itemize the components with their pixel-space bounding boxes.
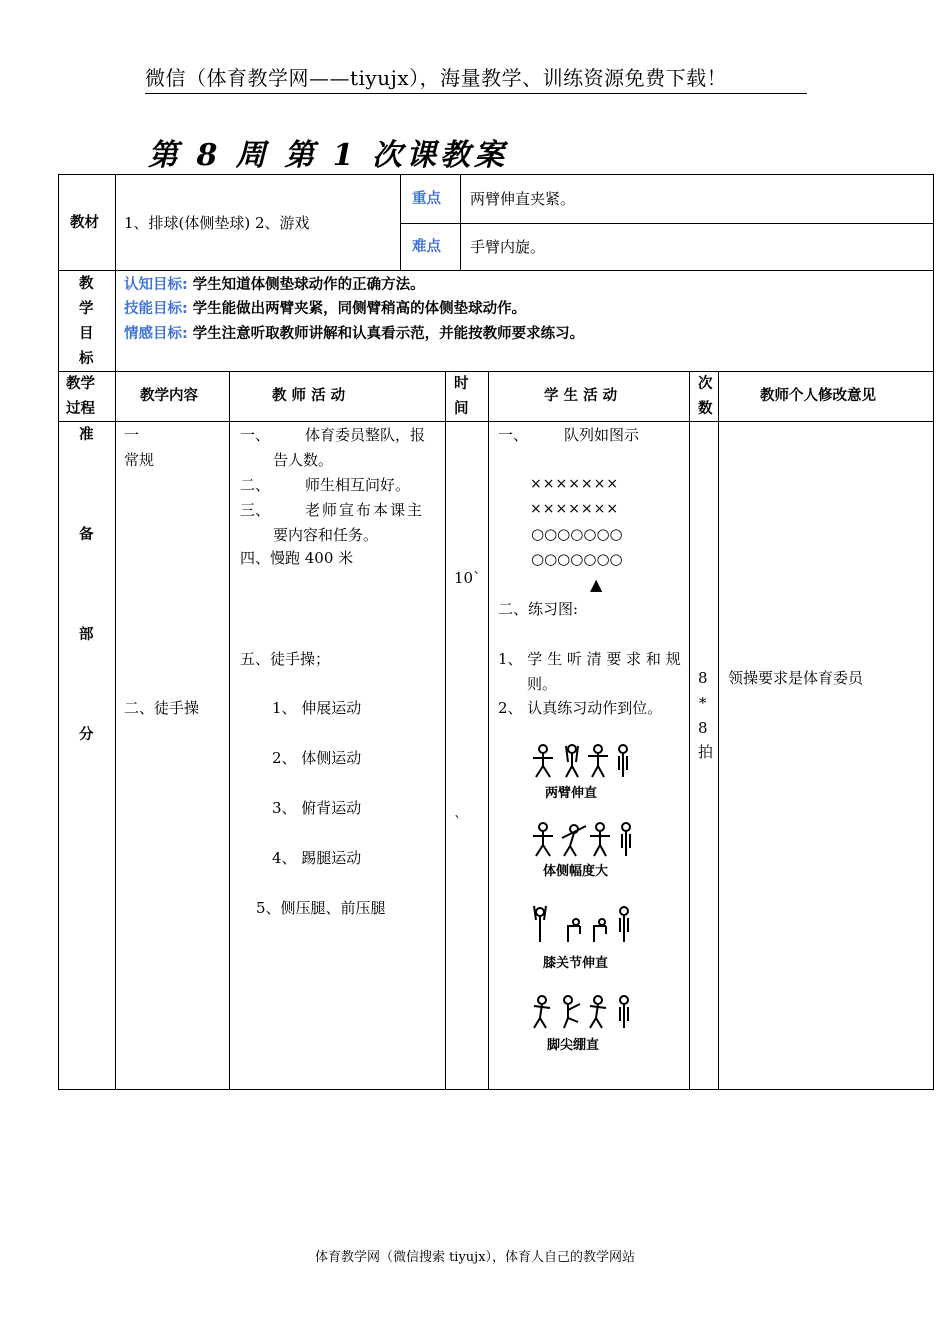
header-student: 学 生 活 动 <box>544 388 618 404</box>
material-value: 1、排球(体侧垫球) 2、游戏 <box>124 214 310 232</box>
key-point-value: 两臂伸直夹紧。 <box>470 190 576 208</box>
teacher-step: 告人数。 <box>273 451 334 469</box>
header-process: 过程 <box>66 401 95 417</box>
student-step: 2、 认真练习动作到位。 <box>498 699 663 717</box>
material-label: 教材 <box>70 215 99 231</box>
section-char: 分 <box>79 727 94 743</box>
stick-figures-knee-straight <box>528 904 638 946</box>
teacher-step: 4、 踢腿运动 <box>272 849 362 867</box>
header-count: 次 <box>698 376 713 392</box>
header-count: 数 <box>698 401 713 417</box>
header-teacher: 教 师 活 动 <box>272 388 346 404</box>
page-header: 微信（体育教学网——tiyujx），海量教学、训练资源免费下载！ <box>145 62 807 94</box>
teacher-step-num: 二、 <box>240 476 271 494</box>
goal-cognitive-label: 认知目标: <box>124 277 188 293</box>
figure-caption: 脚尖绷直 <box>547 1038 600 1053</box>
figure-caption: 体侧幅度大 <box>543 864 609 879</box>
teacher-step: 五、徒手操； <box>240 650 331 668</box>
content-item: 二、徒手操 <box>124 699 200 717</box>
header-notes: 教师个人修改意见 <box>760 388 876 404</box>
header-time: 间 <box>454 401 469 417</box>
student-step: 队列如图示 <box>564 426 640 444</box>
difficulty-value: 手臂内旋。 <box>470 238 546 256</box>
stick-figures-arms-straight <box>528 742 638 780</box>
student-step-num: 一、 <box>498 426 529 444</box>
section-char: 准 <box>79 427 94 443</box>
formation-row: ○○○○○○○ <box>531 550 623 568</box>
goal-affective <box>124 321 584 347</box>
key-point-label: 重点 <box>412 191 441 207</box>
page-title: 第 8 周 第 1 次课教案 <box>148 138 508 173</box>
teacher-step-num: 三、 <box>240 501 271 519</box>
student-step: 1、 学 生 听 清 要 求 和 规 <box>498 650 681 668</box>
stick-figures-toes-pointed <box>528 994 638 1032</box>
practice-label: 二、练习图: <box>498 600 579 618</box>
difficulty-label: 难点 <box>412 239 441 255</box>
teacher-step: 老师宣布本课主 <box>305 501 425 519</box>
formation-row: ××××××× <box>530 501 620 517</box>
student-step: 则。 <box>527 675 558 693</box>
teacher-marker: ▲ <box>590 575 603 594</box>
teacher-step: 1、 伸展运动 <box>272 699 362 717</box>
time-mark: ` <box>454 813 462 831</box>
teacher-step: 师生相互问好。 <box>305 476 411 494</box>
teacher-step: 要内容和任务。 <box>273 526 379 544</box>
teacher-step: 2、 体侧运动 <box>272 749 362 767</box>
stick-figures-side-range <box>528 820 638 860</box>
goal-skill <box>124 296 526 322</box>
header-time: 时 <box>454 376 469 392</box>
header-content: 教学内容 <box>140 388 198 404</box>
count-part: 拍 <box>698 743 714 761</box>
teacher-step: 3、 俯背运动 <box>272 799 362 817</box>
goals-label-char: 学 <box>79 301 94 317</box>
figure-caption: 两臂伸直 <box>545 786 598 801</box>
goal-affective-label: 情感目标: <box>124 326 188 342</box>
count-part: * <box>699 694 707 712</box>
goals-label-char: 教 <box>79 276 94 292</box>
content-item: 常规 <box>124 451 155 469</box>
header-process: 教学 <box>66 376 95 392</box>
goals-label-char: 标 <box>79 351 94 367</box>
goal-cognitive-text: 学生知道体侧垫球动作的正确方法。 <box>192 277 425 293</box>
page-footer: 体育教学网（微信搜索 tiyujx），体育人自己的教学网站 <box>314 1250 636 1265</box>
goal-skill-text: 学生能做出两臂夹紧，同侧臂稍高的体侧垫球动作。 <box>192 301 527 317</box>
figure-caption: 膝关节伸直 <box>543 956 609 971</box>
formation-row: ××××××× <box>530 476 620 492</box>
goals-label-char: 目 <box>79 326 94 342</box>
goal-cognitive <box>124 272 425 298</box>
formation-row: ○○○○○○○ <box>531 525 623 543</box>
count-part: 8 <box>698 669 708 687</box>
teacher-step: 四、慢跑 400 米 <box>240 549 354 567</box>
teacher-step: 5、侧压腿、前压腿 <box>256 899 386 917</box>
section-char: 部 <box>79 627 94 643</box>
time-value: 10` <box>454 569 481 587</box>
goal-skill-label: 技能目标: <box>124 301 188 317</box>
teacher-step: 体育委员整队，报 <box>305 426 426 444</box>
teacher-note: 领操要求是体育委员 <box>728 669 864 687</box>
content-item: 一 <box>124 426 140 444</box>
count-part: 8 <box>698 719 708 737</box>
goal-affective-text: 学生注意听取教师讲解和认真看示范，并能按教师要求练习。 <box>192 326 585 342</box>
section-char: 备 <box>79 527 94 543</box>
teacher-step-num: 一、 <box>240 426 271 444</box>
